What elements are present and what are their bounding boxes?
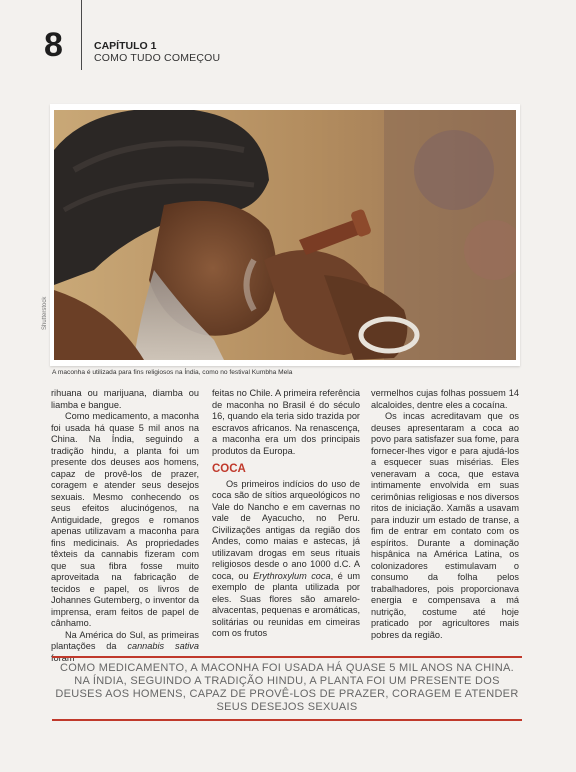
col2-p2-start: Os primeiros indícios do uso de coca são de sítios arqueológicos no Vale do Nancho e em cavernas no vale de Ayacucho, no Peru. Civilizações antigas da região dos Andes, como maias e astecas, já utilizavam drogas em seus rituais religiosos desde o ano 1000 d.C. A coca, ou — [212, 478, 360, 581]
col2-paragraph-1: feitas no Chile. A primeira referência de maconha no Brasil é do século 16, quando ela teria sido trazida por escravos africanos. Na renascença, a maconha era um dos principais produtos da Europa. — [212, 388, 360, 456]
chapter-subtitle: COMO TUDO COMEÇOU — [94, 52, 221, 64]
sadhu-smoking-photo — [54, 110, 516, 360]
text-column-3 — [371, 388, 519, 641]
photo-caption: A maconha é utilizada para fins religiosos na Índia, como no festival Kumbha Mela — [52, 369, 293, 376]
page-header — [0, 0, 576, 80]
photo-credit: Shutterstock — [42, 296, 48, 330]
col1-paragraph-2: Como medicamento, a maconha foi usada há quase 5 mil anos na China. Na Índia, seguindo a tradição hindu, a planta foi um presente dos deuses aos homens, capaz de provê-los de prazer, coragem e atender seus desejos sexuais. Mesmo conhecendo os seus efeitos alucinógenos, na Antiguidade, gregos e romanos apenas utilizavam a maconha para fins medicinais. As propriedades têxteis da cannabis fizeram com que sua fibra fosse muito aproveitada na fabricação de tecidos e papel, os livros de Johannes Gutemberg, o inventor da imprensa, eram feitos de papel de cânhamo. — [51, 411, 199, 628]
page-number: 8 — [44, 26, 62, 64]
col3-paragraph-1: vermelhos cujas folhas possuem 14 alcaloides, dentre eles a cocaína. — [371, 388, 519, 410]
header-divider — [81, 0, 82, 70]
col2-p2-end: , é um exemplo de planta utilizada por eles. Suas flores são amarelo-alvacentas, pequenas e aromáticas, solitárias ou reunidas em cimeiras com os frutos — [212, 570, 360, 638]
pull-quote-top-rule — [52, 656, 522, 658]
pull-quote-text: COMO MEDICAMENTO, A MACONHA FOI USADA HÁ QUASE 5 MIL ANOS NA CHINA. NA ÍNDIA, SEGUINDO A TRADIÇÃO HINDU, A PLANTA FOI UM PRESENTE DOS DEUSES AOS HOMENS, CAPAZ DE PROVÊ-LOS DE PRAZER, CORAGEM E ATENDER SEUS DESEJOS SEXUAIS — [55, 662, 519, 713]
col2-p2-italic: Erythroxylum coca — [253, 570, 331, 581]
col1-p3-italic: cannabis sativa — [127, 641, 199, 651]
photo-frame — [50, 104, 520, 366]
col2-paragraph-2 — [212, 479, 360, 640]
text-column-2 — [212, 388, 360, 640]
text-column-1 — [51, 388, 199, 664]
pull-quote — [52, 656, 522, 721]
col3-paragraph-2: Os incas acreditavam que os deuses apresentaram a coca ao povo para satisfazer sua fome, para fornecer-lhes vigor e para ajudá-los a esquecer suas misérias. Eles veneravam a coca, que estava intimamente envolvida em suas cerimônias religiosas e nos diversos ritos de iniciação. Xamãs a usavam para induzir um estado de transe, a fim de entrar em contato com os espíritos. Durante a dominação hispânica na América Latina, os colonizadores estimulavam o consumo da folha pelos trabalhadores, pois proporcionava energia e compensava a má nutrição, costume até hoje praticado por agricultores mais pobres da região. — [371, 411, 519, 640]
col1-paragraph-1: rihuana ou marijuana, diamba ou liamba e bangue. — [51, 388, 199, 410]
chapter-label: CAPÍTULO 1 — [94, 40, 157, 52]
section-heading-coca: COCA — [212, 463, 246, 475]
col1-p3-start: Na América do Sul, as primeiras plantações da — [51, 629, 199, 651]
pull-quote-bottom-rule — [52, 719, 522, 721]
